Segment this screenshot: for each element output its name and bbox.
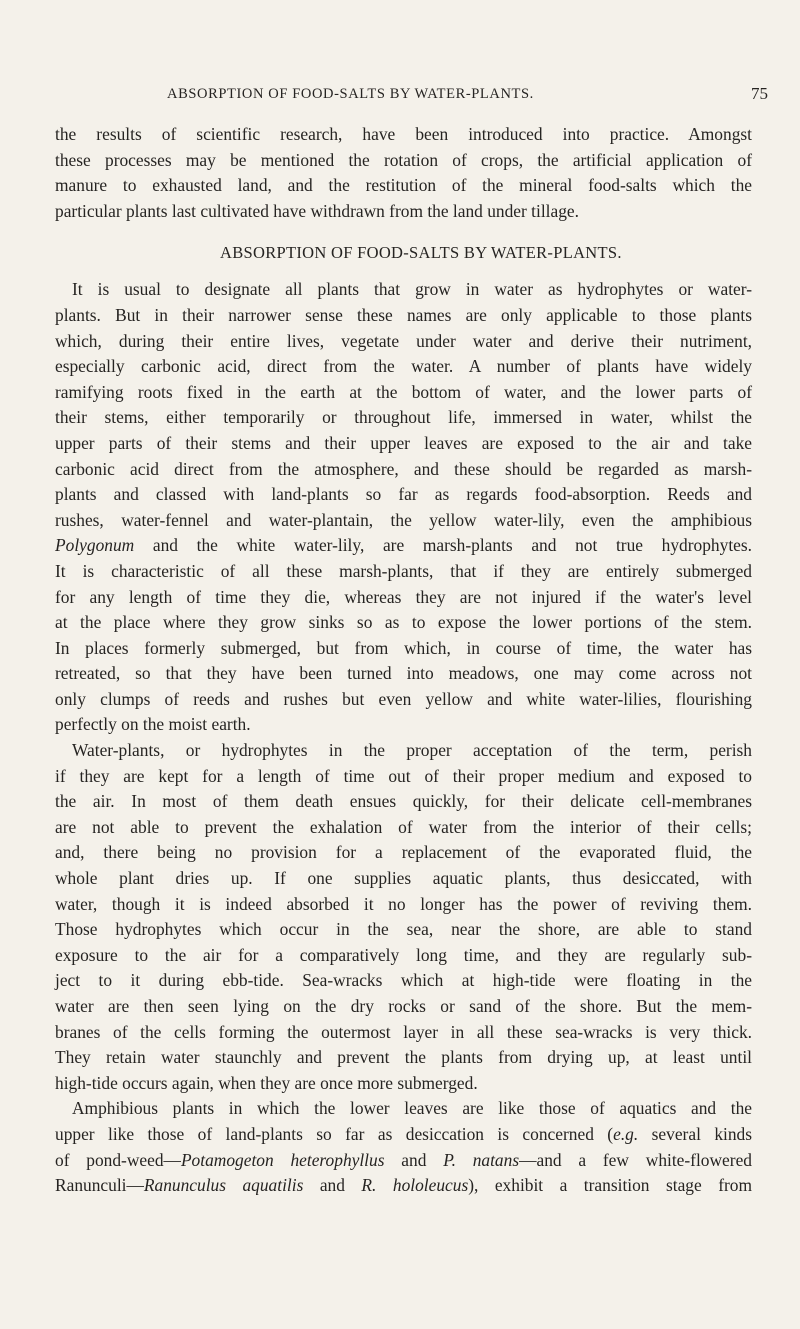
text-run: and	[303, 1175, 362, 1196]
text-line: and, there being no provision for a replacement of the evaporated fluid, the	[55, 842, 752, 863]
paragraph	[55, 277, 752, 738]
italic-taxon: Ranunculus aquatilis	[143, 1175, 304, 1196]
italic-taxon: Potamogeton heterophyllus	[180, 1149, 385, 1170]
text-line: plants and classed with land-plants so far as regards food-absorption. Reeds and	[55, 484, 752, 505]
text-run: several kinds	[638, 1123, 753, 1144]
text-line: only clumps of reeds and rushes but even yellow and white water-lilies, flourishing	[55, 688, 752, 709]
text-line: branes of the cells forming the outermost layer in all these sea-wracks is very thick.	[55, 1021, 752, 1042]
text-line: manure to exhausted land, and the restitution of the mineral food-salts which the	[55, 175, 752, 196]
italic-taxon: R. hololeucus	[361, 1175, 469, 1196]
text-line: these processes may be mentioned the rotation of crops, the artificial application of	[55, 149, 752, 170]
text-line: particular plants last cultivated have withdrawn from the land under tillage.	[55, 200, 579, 221]
text-line: high-tide occurs again, when they are once more submerged.	[55, 1072, 478, 1093]
text-line: if they are kept for a length of time out of their proper medium and exposed to	[55, 765, 752, 786]
text-run: upper like those of land-plants so far as desiccation is concerned (	[55, 1123, 614, 1144]
italic-abbrev: e.g.	[613, 1123, 639, 1144]
text-line: water are then seen lying on the dry rocks or sand of the shore. But the mem-	[55, 996, 752, 1016]
text-run: —and a few white-flowered	[519, 1149, 752, 1170]
text-line: especially carbonic acid, direct from the water. A number of plants have widely	[55, 356, 752, 377]
text-run: Ranunculi—	[55, 1175, 144, 1196]
paragraph	[55, 1096, 752, 1198]
text-line: for any length of time they die, whereas they are not injured if the water's level	[55, 586, 752, 607]
text-line: Those hydrophytes which occur in the sea, near the shore, are able to stand	[55, 919, 752, 940]
text-line: their stems, either temporarily or throughout life, immersed in water, whilst the	[55, 407, 752, 428]
text-run: ), exhibit a transition stage from	[468, 1175, 752, 1196]
text-line: They retain water staunchly and prevent the plants from drying up, at least until	[55, 1047, 752, 1068]
text-line: upper parts of their stems and their upper leaves are exposed to the air and take	[55, 432, 752, 453]
text-line: ramifying roots fixed in the earth at the bottom of water, and the lower parts of	[55, 381, 752, 402]
text-line: Amphibious plants in which the lower leaves are like those of aquatics and the	[72, 1098, 752, 1119]
text-line: ject to it during ebb-tide. Sea-wracks which at high-tide were floating in the	[55, 970, 752, 991]
text-line: whole plant dries up. If one supplies aquatic plants, thus desiccated, with	[55, 868, 752, 889]
running-head: ABSORPTION OF FOOD-SALTS BY WATER-PLANTS.	[167, 86, 534, 102]
text-line	[55, 1148, 752, 1174]
text-line: exposure to the air for a comparatively long time, and they are regularly sub-	[55, 944, 752, 965]
section-heading: ABSORPTION OF FOOD-SALTS BY WATER-PLANTS.	[220, 243, 622, 263]
text-line	[55, 1173, 752, 1199]
text-line: the air. In most of them death ensues quickly, for their delicate cell-membranes	[55, 791, 752, 812]
text-line: It is usual to designate all plants that grow in water as hydrophytes or water-	[72, 279, 752, 300]
text-run: and the white water-lily, are marsh-plants and not true hydrophytes.	[134, 535, 752, 556]
text-line: Water-plants, or hydrophytes in the proper acceptation of the term, perish	[72, 740, 752, 761]
text-line: perfectly on the moist earth.	[55, 714, 251, 735]
paragraph	[55, 738, 752, 1096]
body-text	[55, 122, 752, 1199]
text-line: rushes, water-fennel and water-plantain, the yellow water-lily, even the amphibious	[55, 509, 752, 530]
text-line: carbonic acid direct from the atmosphere, and these should be regarded as marsh-	[55, 458, 752, 479]
paragraph	[55, 122, 752, 224]
text-line: In places formerly submerged, but from which, in course of time, the water has	[55, 637, 752, 658]
page-number: 75	[751, 84, 768, 103]
text-line: are not able to prevent the exhalation of water from the interior of their cells;	[55, 816, 752, 837]
text-line: the results of scientific research, have been introduced into practice. Amongst	[55, 124, 752, 144]
text-run: and	[384, 1149, 444, 1170]
text-run: of pond-weed—	[55, 1149, 181, 1170]
italic-taxon: P. natans	[443, 1149, 520, 1170]
text-line: which, during their entire lives, vegetate under water and derive their nutriment,	[55, 330, 752, 351]
italic-taxon: Polygonum	[55, 535, 135, 556]
text-line: It is characteristic of all these marsh-plants, that if they are entirely submerged	[55, 560, 752, 581]
text-line: plants. But in their narrower sense these names are only applicable to those plants	[55, 304, 752, 325]
text-line: water, though it is indeed absorbed it no longer has the power of reviving them.	[55, 893, 752, 914]
text-line	[55, 1122, 752, 1148]
text-line	[55, 533, 752, 559]
text-line: retreated, so that they have been turned into meadows, one may come across not	[55, 663, 752, 684]
text-line: at the place where they grow sinks so as to expose the lower portions of the stem.	[55, 612, 752, 633]
